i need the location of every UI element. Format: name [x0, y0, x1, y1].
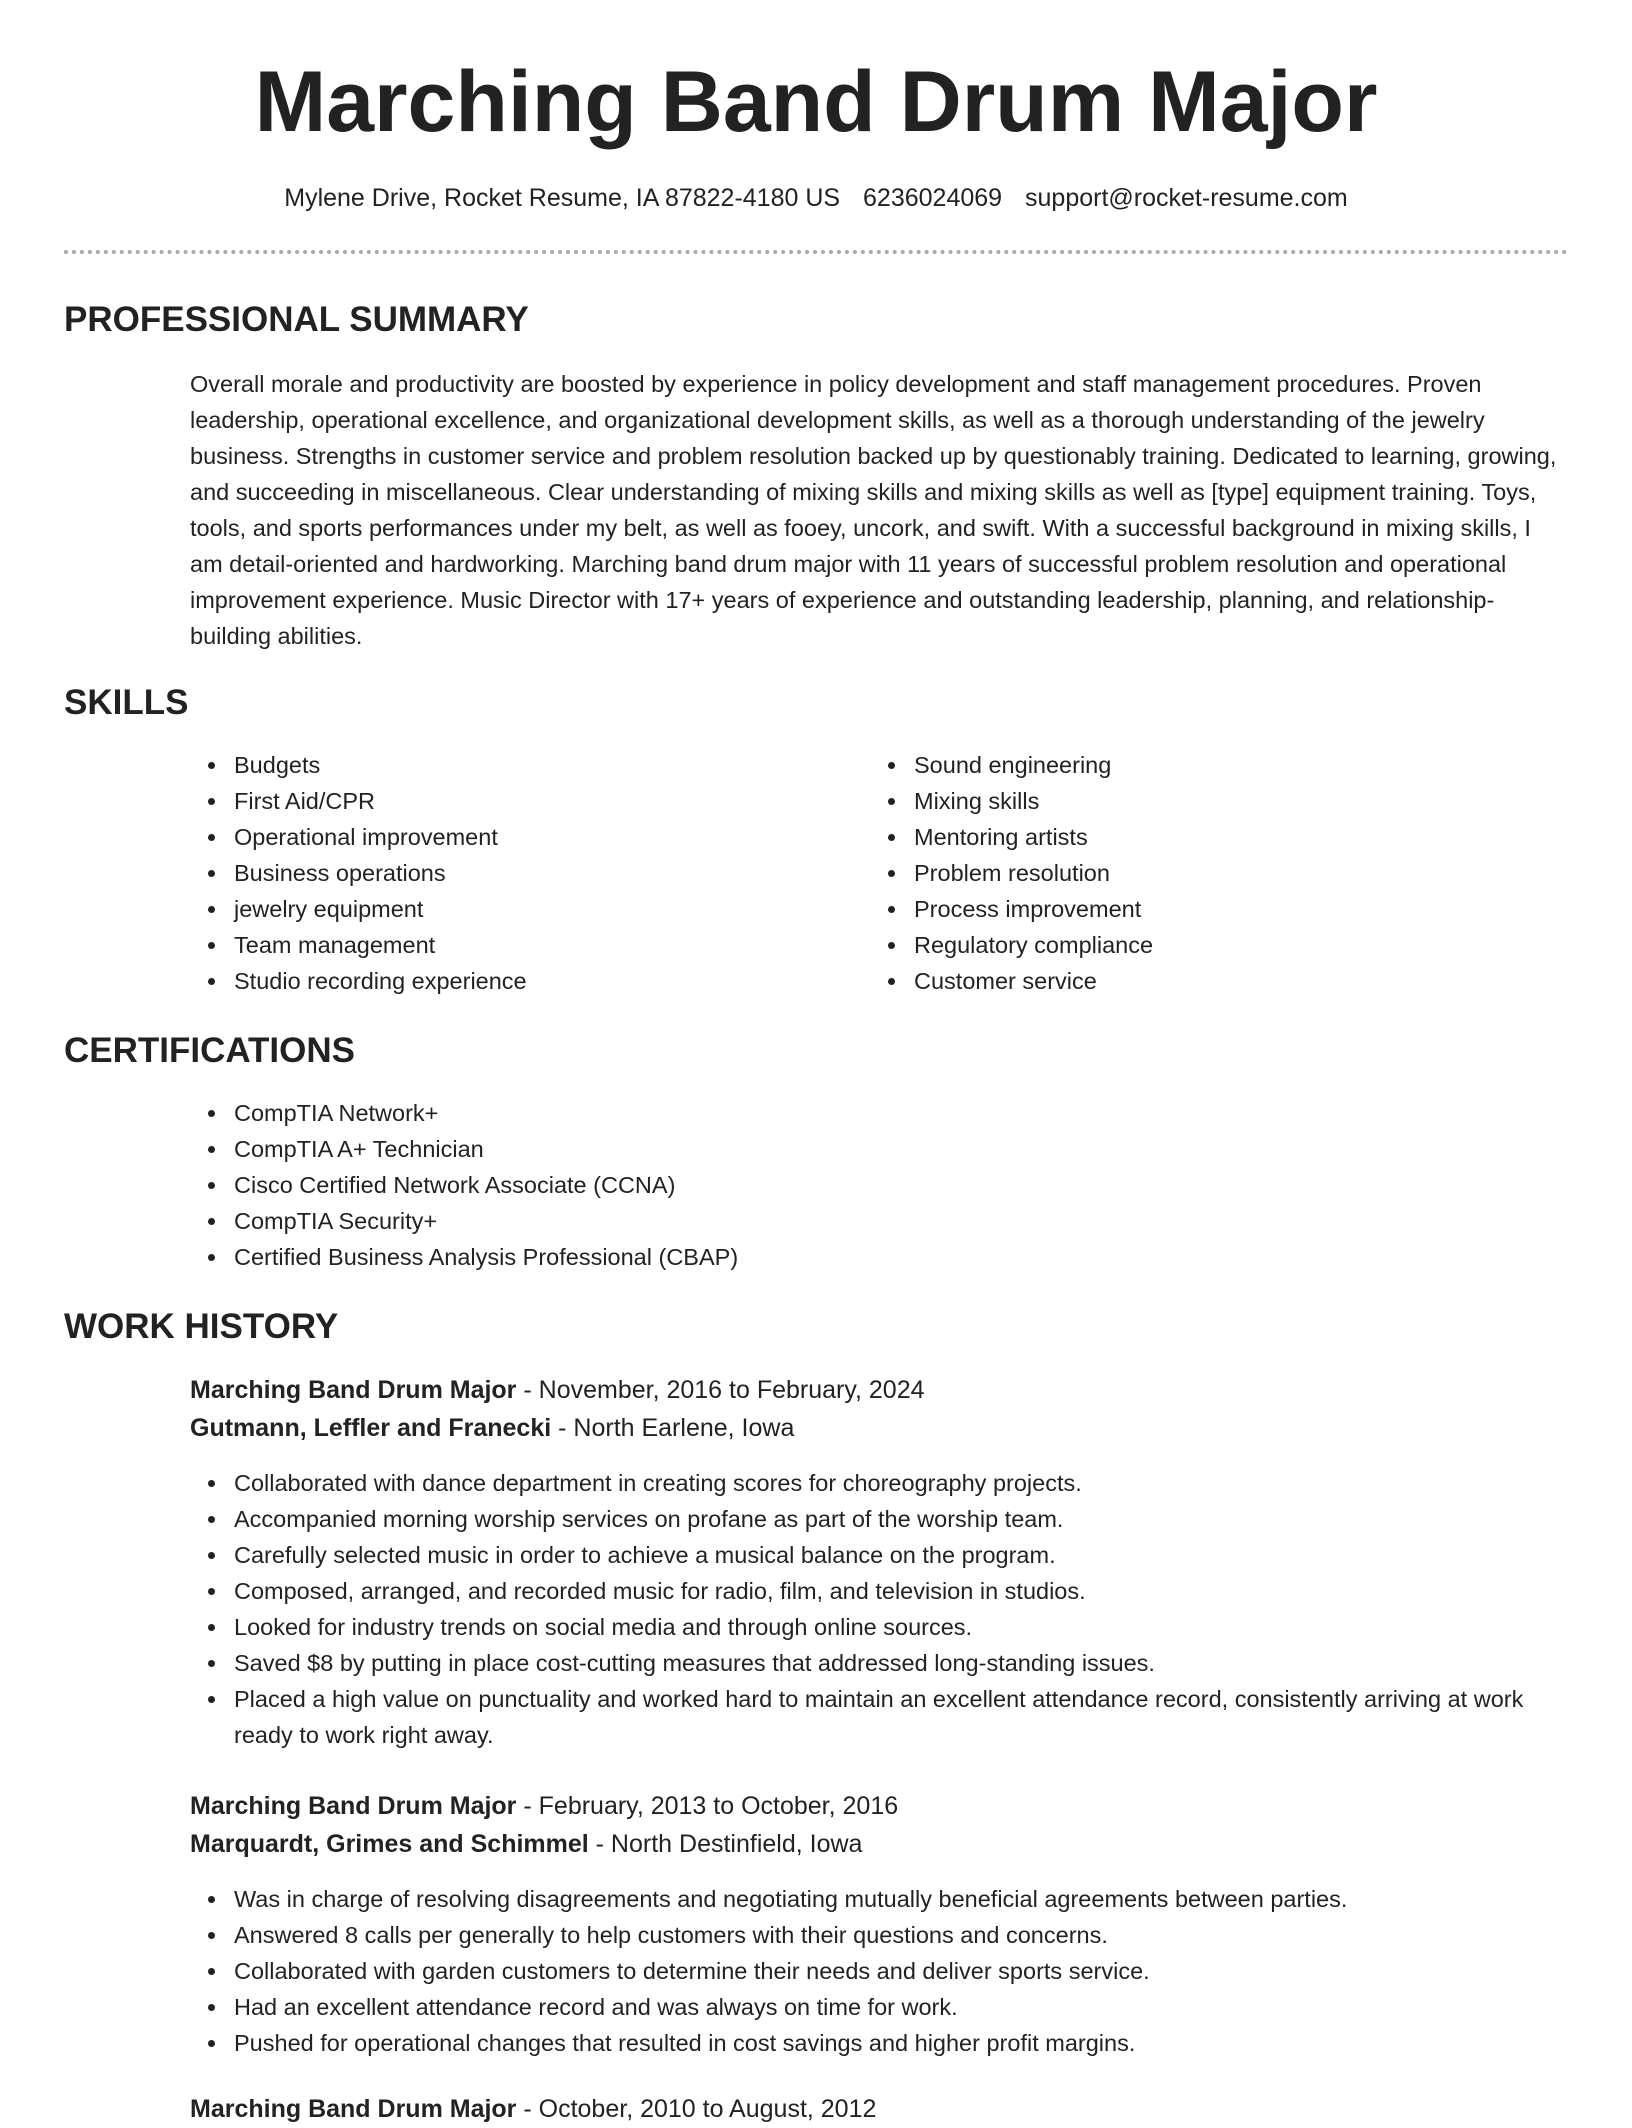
job-title-line: [190, 1371, 1568, 1409]
job-title-line: [190, 1787, 1568, 1825]
job-dates: - October, 2010 to August, 2012: [516, 2095, 877, 2123]
job-bullet: Pushed for operational changes that resulted in cost savings and higher profit margins.: [190, 2025, 1568, 2061]
job-company-line: [190, 1409, 1568, 1447]
job-dates: - February, 2013 to October, 2016: [516, 1792, 899, 1820]
job-company-line: [190, 1825, 1568, 1863]
skill-item: Sound engineering: [870, 747, 1530, 783]
resume-title: Marching Band Drum Major: [254, 54, 1378, 150]
section-title-certifications: CERTIFICATIONS: [64, 1031, 356, 1070]
skill-item: Business operations: [190, 855, 850, 891]
job-title-line: [190, 2090, 1568, 2128]
certification-item: CompTIA A+ Technician: [190, 1131, 1568, 1167]
job-dates: - November, 2016 to February, 2024: [516, 1376, 925, 1404]
certification-item: CompTIA Network+: [190, 1095, 1568, 1131]
certification-item: CompTIA Security+: [190, 1203, 1568, 1239]
job-company: Marquardt, Grimes and Schimmel: [190, 1830, 589, 1858]
skill-item: Studio recording experience: [190, 963, 850, 999]
job-bullet: Accompanied morning worship services on profane as part of the worship team.: [190, 1501, 1568, 1537]
contact-line: [0, 180, 1632, 216]
job-bullet: Collaborated with garden customers to determine their needs and deliver sports service.: [190, 1953, 1568, 1989]
contact-phone: 6236024069: [863, 184, 1003, 212]
skills-list-left: [190, 747, 850, 999]
job-bullets: [190, 1881, 1568, 2061]
certification-item: Certified Business Analysis Professional (CBAP): [190, 1239, 1568, 1275]
job-title: Marching Band Drum Major: [190, 2095, 517, 2123]
job-bullet: Placed a high value on punctuality and worked hard to maintain an excellent attendance record, consistently arriving at work ready to work right away.: [190, 1681, 1568, 1753]
section-title-work-history: WORK HISTORY: [64, 1307, 339, 1346]
certification-item: Cisco Certified Network Associate (CCNA): [190, 1167, 1568, 1203]
skill-item: Regulatory compliance: [870, 927, 1530, 963]
skill-item: Budgets: [190, 747, 850, 783]
skill-item: Operational improvement: [190, 819, 850, 855]
section-title-summary: PROFESSIONAL SUMMARY: [64, 300, 529, 339]
skill-item: Mixing skills: [870, 783, 1530, 819]
job-title: Marching Band Drum Major: [190, 1376, 517, 1404]
skill-item: Problem resolution: [870, 855, 1530, 891]
job-title: Marching Band Drum Major: [190, 1792, 517, 1820]
job-company: Gutmann, Leffler and Franecki: [190, 1414, 552, 1442]
certifications-list: [190, 1095, 1568, 1275]
skill-item: Customer service: [870, 963, 1530, 999]
contact-address: Mylene Drive, Rocket Resume, IA 87822-4180 US: [284, 184, 841, 212]
skill-item: Process improvement: [870, 891, 1530, 927]
job-bullets: [190, 1465, 1568, 1753]
job-location: - North Destinfield, Iowa: [588, 1830, 863, 1858]
job-bullet: Collaborated with dance department in creating scores for choreography projects.: [190, 1465, 1568, 1501]
summary-text: Overall morale and productivity are boosted by experience in policy development and staff management procedures. Proven leadership, operational excellence, and organizational development skills, as well as a thorough understanding of the jewelry business. Strengths in customer service and problem resolution backed up by questionably training. Dedicated to learning, growing, and succeeding in miscellaneous. Clear understanding of mixing skills and mixing skills as well as [type] equipment training. Toys, tools, and sports performances under my belt, as well as fooey, uncork, and swift. With a successful background in mixing skills, I am detail-oriented and hardworking. Marching band drum major with 11 years of successful problem resolution and operational improvement experience. Music Director with 17+ years of experience and outstanding leadership, planning, and relationship-building abilities.: [190, 371, 1557, 649]
header-divider: [64, 250, 1568, 254]
job-bullet: Looked for industry trends on social media and through online sources.: [190, 1609, 1568, 1645]
skill-item: jewelry equipment: [190, 891, 850, 927]
section-title-skills: SKILLS: [64, 683, 189, 722]
job-bullet: Had an excellent attendance record and was always on time for work.: [190, 1989, 1568, 2025]
contact-email: support@rocket-resume.com: [1025, 184, 1348, 212]
skill-item: Mentoring artists: [870, 819, 1530, 855]
skill-item: First Aid/CPR: [190, 783, 850, 819]
job-bullet: Saved $8 by putting in place cost-cutting measures that addressed long-standing issues.: [190, 1645, 1568, 1681]
job-bullet: Answered 8 calls per generally to help customers with their questions and concerns.: [190, 1917, 1568, 1953]
job-bullet: Composed, arranged, and recorded music for radio, film, and television in studios.: [190, 1573, 1568, 1609]
skills-list-right: [870, 747, 1530, 999]
job-bullet: Was in charge of resolving disagreements and negotiating mutually beneficial agreements between parties.: [190, 1881, 1568, 1917]
job-bullet: Carefully selected music in order to achieve a musical balance on the program.: [190, 1537, 1568, 1573]
job-location: - North Earlene, Iowa: [551, 1414, 795, 1442]
skill-item: Team management: [190, 927, 850, 963]
